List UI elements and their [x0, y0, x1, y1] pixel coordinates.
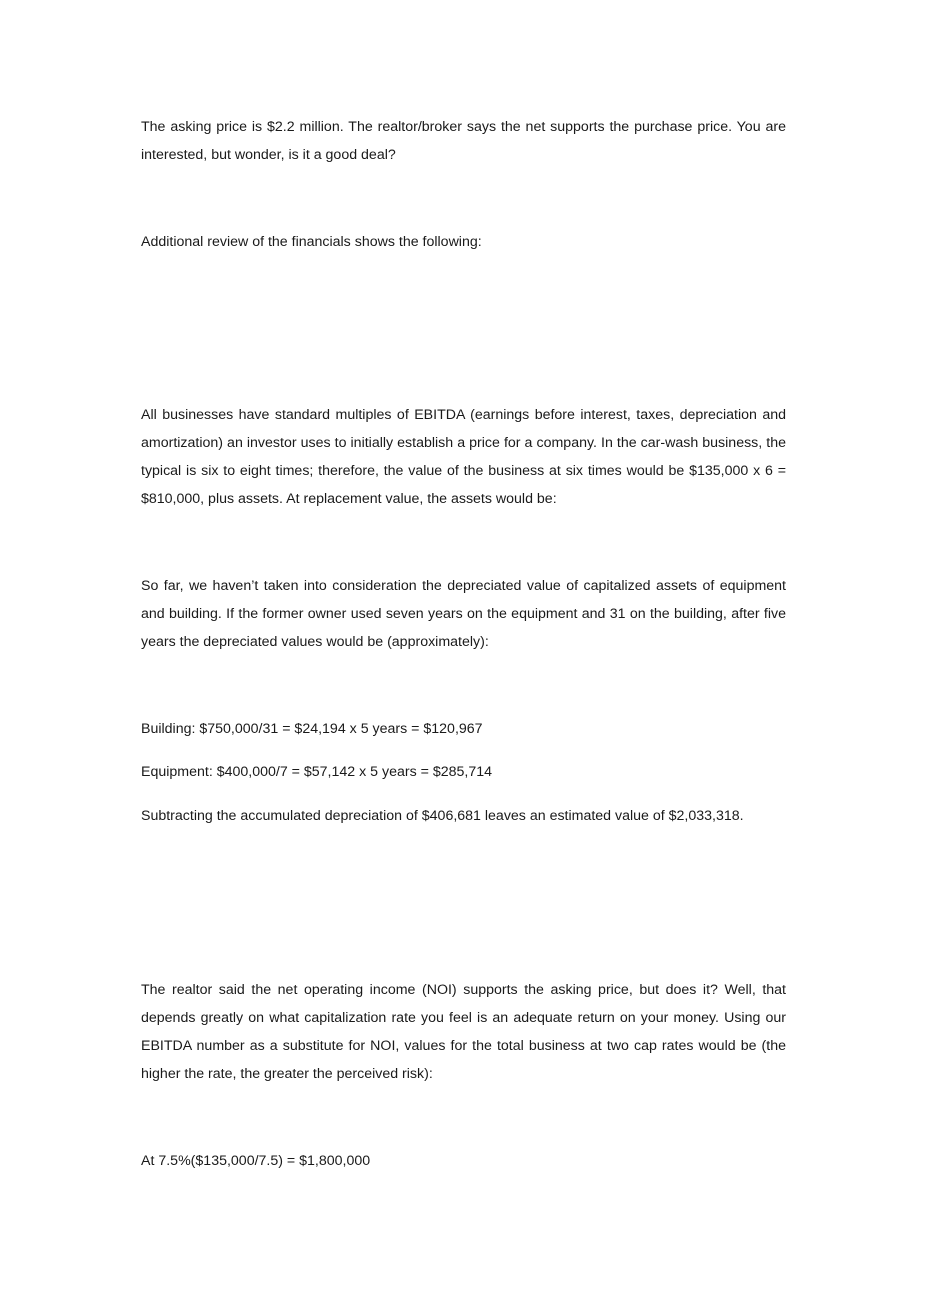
cap-rate-line: At 7.5%($135,000/7.5) = $1,800,000: [141, 1153, 371, 1169]
building-depreciation-line: Building: $750,000/31 = $24,194 x 5 years = $120,967: [141, 721, 483, 737]
paragraph-asking-price: The asking price is $2.2 million. The realtor/broker says the net supports the purchase price. You are interested, but wonder, is it a good deal?: [141, 119, 786, 163]
paragraph-subtracting: Subtracting the accumulated depreciation of $406,681 leaves an estimated value of $2,033,318.: [141, 808, 744, 824]
paragraph-noi-discussion: The realtor said the net operating income (NOI) supports the asking price, but does it? Well, that depends greatly on what capitalization rate you feel is an adequate return on your money. Using our EBITDA number as a substitute for NOI, values for the total business at two cap rates would be (the higher the rate, the greater the perceived risk):: [141, 982, 786, 1082]
paragraph-additional-review: Additional review of the financials shows the following:: [141, 234, 482, 250]
paragraph-depreciation-intro: So far, we haven’t taken into consideration the depreciated value of capitalized assets of equipment and building. If the former owner used seven years on the equipment and 31 on the building, after five years the depreciated values would be (approximately):: [141, 578, 786, 650]
paragraph-ebitda-multiples: All businesses have standard multiples of EBITDA (earnings before interest, taxes, depreciation and amortization) an investor uses to initially establish a price for a company. In the car-wash business, the typical is six to eight times; therefore, the value of the business at six times would be $135,000 x 6 = $810,000, plus assets. At replacement value, the assets would be:: [141, 407, 786, 507]
equipment-depreciation-line: Equipment: $400,000/7 = $57,142 x 5 years = $285,714: [141, 764, 493, 780]
